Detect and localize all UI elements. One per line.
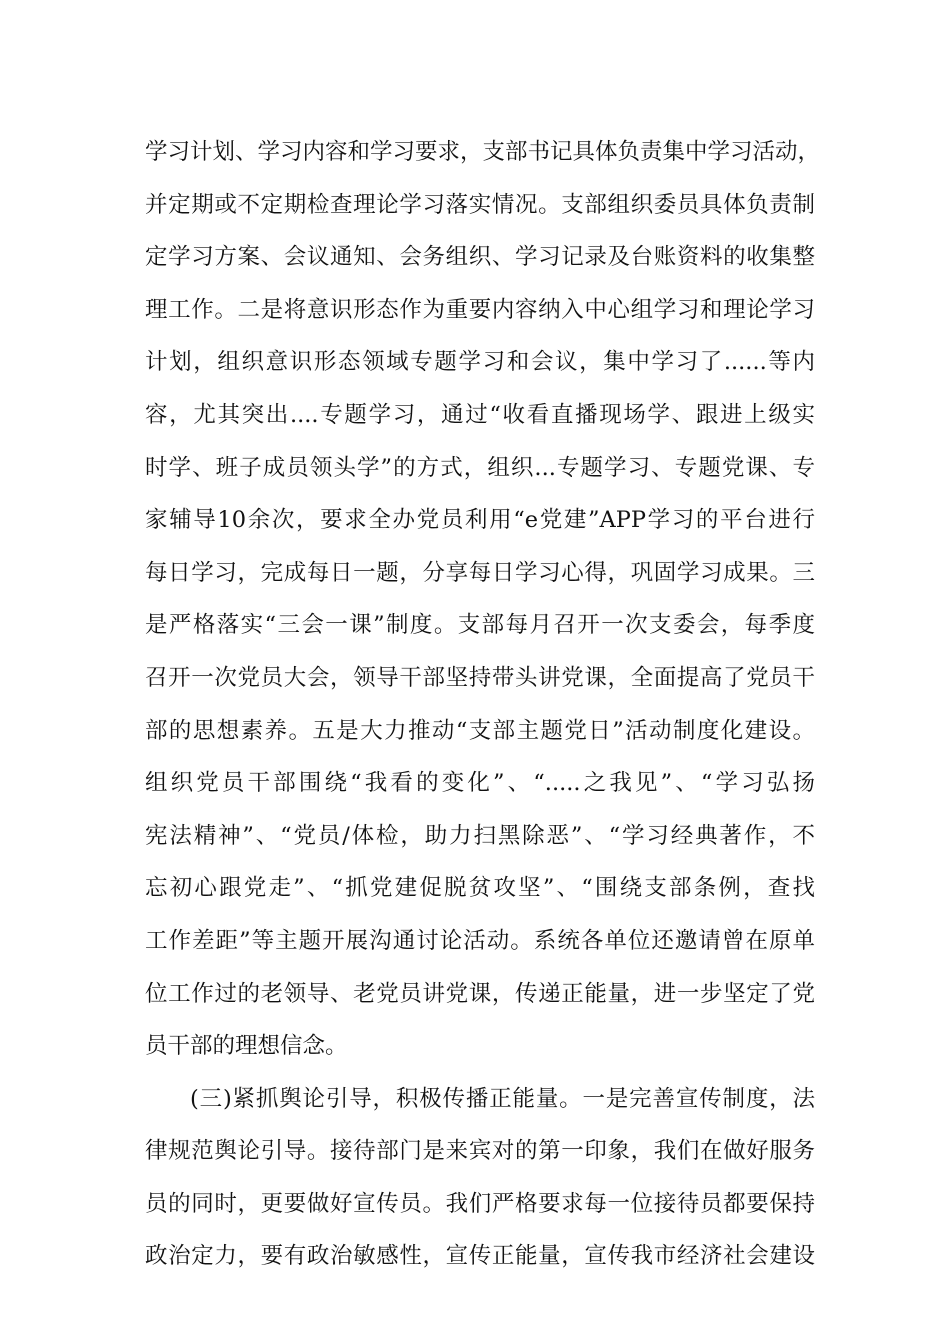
text-line: 定学习方案、会议通知、会务组织、学习记录及台账资料的收集整	[145, 244, 815, 271]
text-line: 计划，组织意识形态领域专题学习和会议，集中学习了......等内	[145, 349, 815, 376]
text-line: 是严格落实“三会一课”制度。支部每月召开一次支委会，每季度	[145, 612, 815, 639]
text-line: 员的同时，更要做好宣传员。我们严格要求每一位接待员都要保持	[145, 1190, 815, 1217]
section-heading-line: (三)紧抓舆论引导，积极传播正能量。一是完善宣传制度，法	[190, 1085, 815, 1112]
text-line: 政治定力，要有政治敏感性，宣传正能量，宣传我市经济社会建设	[145, 1243, 815, 1270]
text-line: 部的思想素养。五是大力推动“支部主题党日”活动制度化建设。	[145, 717, 815, 744]
text-line: 工作差距”等主题开展沟通讨论活动。系统各单位还邀请曾在原单	[145, 927, 815, 954]
text-line: 容，尤其突出....专题学习，通过“收看直播现场学、跟进上级实	[145, 401, 815, 428]
text-line: 位工作过的老领导、老党员讲党课，传递正能量，进一步坚定了党	[145, 980, 815, 1007]
text-line: 每日学习，完成每日一题，分享每日学习心得，巩固学习成果。三	[145, 559, 815, 586]
text-line: 忘初心跟党走”、“抓党建促脱贫攻坚”、“围绕支部条例，查找	[145, 875, 815, 902]
text-line: 员干部的理想信念。	[145, 1033, 348, 1060]
text-line: 时学、班子成员领头学”的方式，组织...专题学习、专题党课、专	[145, 454, 815, 481]
text-line: 召开一次党员大会，领导干部坚持带头讲党课，全面提高了党员干	[145, 664, 815, 691]
text-line: 律规范舆论引导。接待部门是来宾对的第一印象，我们在做好服务	[145, 1138, 815, 1165]
text-line: 家辅导10余次，要求全办党员利用“e党建”APP学习的平台进行	[145, 507, 815, 534]
text-line: 宪法精神”、“党员/体检，助力扫黑除恶”、“学习经典著作，不	[145, 822, 815, 849]
text-line: 并定期或不定期检查理论学习落实情况。支部组织委员具体负责制	[145, 191, 815, 218]
text-line: 组织党员干部围绕“我看的变化”、“.....之我见”、“学习弘扬	[145, 770, 815, 797]
text-line: 学习计划、学习内容和学习要求，支部书记具体负责集中学习活动，	[145, 139, 821, 165]
text-line: 理工作。二是将意识形态作为重要内容纳入中心组学习和理论学习	[145, 296, 815, 323]
body-text	[145, 126, 821, 1283]
